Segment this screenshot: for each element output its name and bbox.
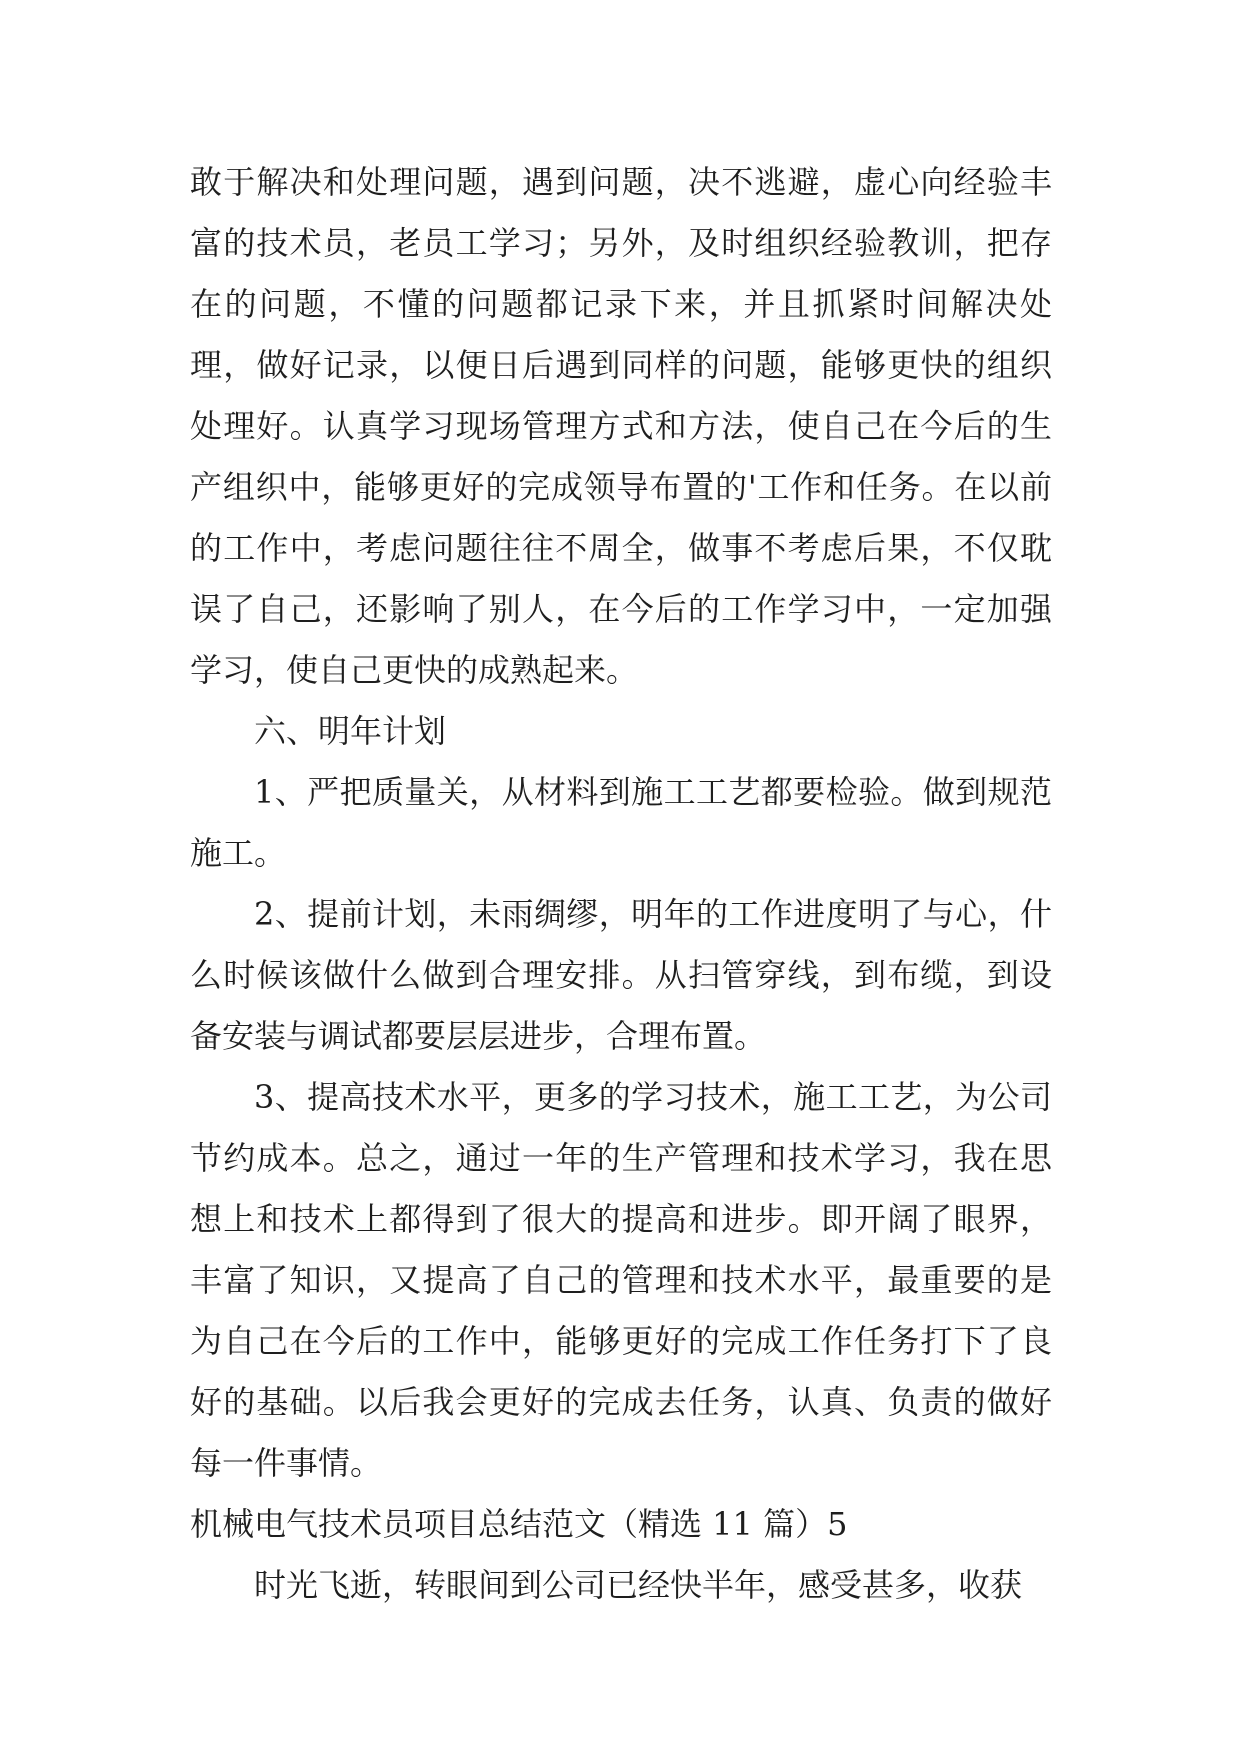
paragraph-opening: 时光飞逝，转眼间到公司已经快半年，感受甚多，收获 — [254, 1566, 1023, 1604]
document-body — [190, 152, 1052, 1616]
plan-item-3: 3、提高技术水平，更多的学习技术，施工工艺，为公司节约成本。总之，通过一年的生产管理和技术学习，我在思想上和技术上都得到了很大的提高和进步。即开阔了眼界，丰富了知识，又提高了自己的管理和技术水平，最重要的是为自己在今后的工作中，能够更好的完成工作任务打下了良好的基础。以后我会更好的完成去任务，认真、负责的做好每一件事情。 — [190, 1078, 1052, 1482]
paragraph-problem-solving: 敢于解决和处理问题，遇到问题，决不逃避，虚心向经验丰富的技术员，老员工学习；另外，及时组织经验教训，把存在的问题，不懂的问题都记录下来，并且抓紧时间解决处理，做好记录，以便日后遇到同样的问题，能够更快的组织处理好。认真学习现场管理方式和方法，使自己在今后的生产组织中，能够更好的完成领导布置的'工作和任务。在以前的工作中，考虑问题往往不周全，做事不考虑后果，不仅耽误了自己，还影响了别人，在今后的工作学习中，一定加强学习，使自己更快的成熟起来。 — [190, 163, 1052, 689]
section-heading-next-year-plan: 六、明年计划 — [254, 712, 447, 750]
plan-item-1: 1、严把质量关，从材料到施工工艺都要检验。做到规范施工。 — [190, 773, 1052, 872]
article-title-5: 机械电气技术员项目总结范文（精选 11 篇）5 — [190, 1505, 848, 1543]
plan-item-2: 2、提前计划，未雨绸缪，明年的工作进度明了与心，什么时候该做什么做到合理安排。从扫管穿线，到布缆，到设备安装与调试都要层层进步，合理布置。 — [190, 895, 1052, 1055]
